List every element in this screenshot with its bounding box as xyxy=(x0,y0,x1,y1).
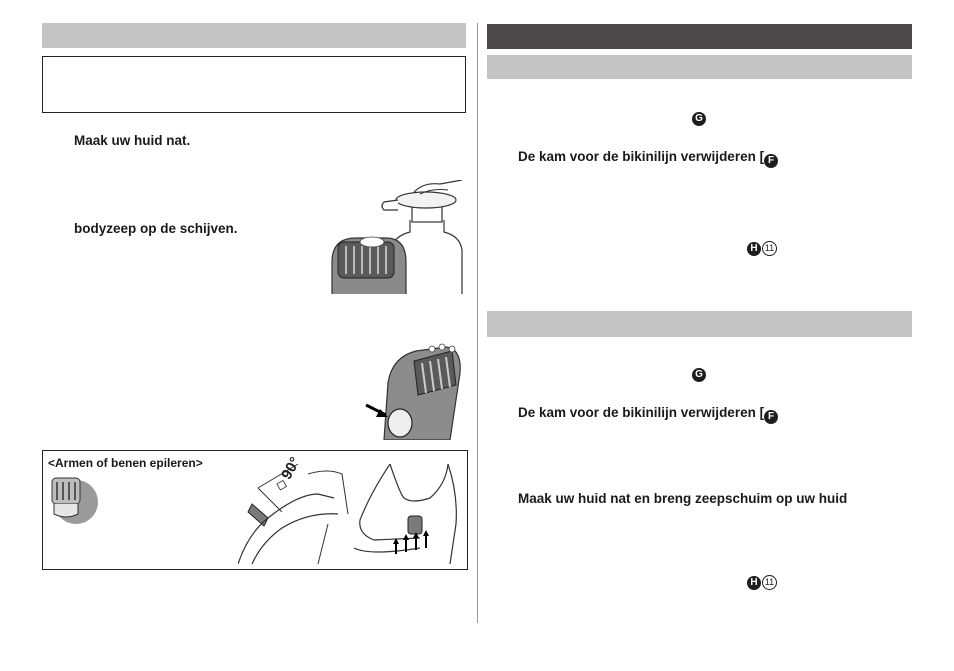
f-icon: F xyxy=(764,154,778,168)
soap-pump-illustration xyxy=(328,180,466,294)
right-subheader-bar-1 xyxy=(487,55,912,79)
ref-h11-2 xyxy=(747,570,777,590)
left-header-bar xyxy=(42,23,466,48)
num-11-icon: 11 xyxy=(762,575,777,590)
ref-g-1 xyxy=(692,106,706,126)
epilator-switch-illustration xyxy=(362,343,466,440)
right-header-bar xyxy=(487,24,912,49)
angle-label: 90° xyxy=(277,454,305,483)
g-icon: G xyxy=(692,368,706,382)
remove-bikini-comb-1 xyxy=(518,149,778,168)
left-note-box xyxy=(42,56,466,113)
arm-epilation-illustration xyxy=(350,464,462,564)
h-icon: H xyxy=(747,242,761,256)
remove-bikini-comb-2-text: De kam voor de bikinilijn verwijderen [ xyxy=(518,405,765,420)
num-11-icon: 11 xyxy=(762,241,777,256)
h-icon: H xyxy=(747,576,761,590)
step-wet-skin: Maak uw huid nat. xyxy=(74,133,191,148)
wet-skin-foam: Maak uw huid nat en breng zeepschuim op uw huid xyxy=(518,491,848,506)
right-subheader-bar-2 xyxy=(487,311,912,337)
step-bodysoap: bodyzeep op de schijven. xyxy=(74,221,238,236)
ref-g-2 xyxy=(692,362,706,382)
remove-bikini-comb-1-text: De kam voor de bikinilijn verwijderen [ xyxy=(518,149,765,164)
column-divider xyxy=(477,23,478,623)
f-icon: F xyxy=(764,410,778,424)
arms-legs-title: <Armen of benen epileren> xyxy=(48,456,203,470)
epilator-head-icon xyxy=(48,474,100,526)
ref-h11-1 xyxy=(747,236,777,256)
leg-epilation-illustration xyxy=(238,454,350,564)
g-icon: G xyxy=(692,112,706,126)
remove-bikini-comb-2 xyxy=(518,405,778,424)
